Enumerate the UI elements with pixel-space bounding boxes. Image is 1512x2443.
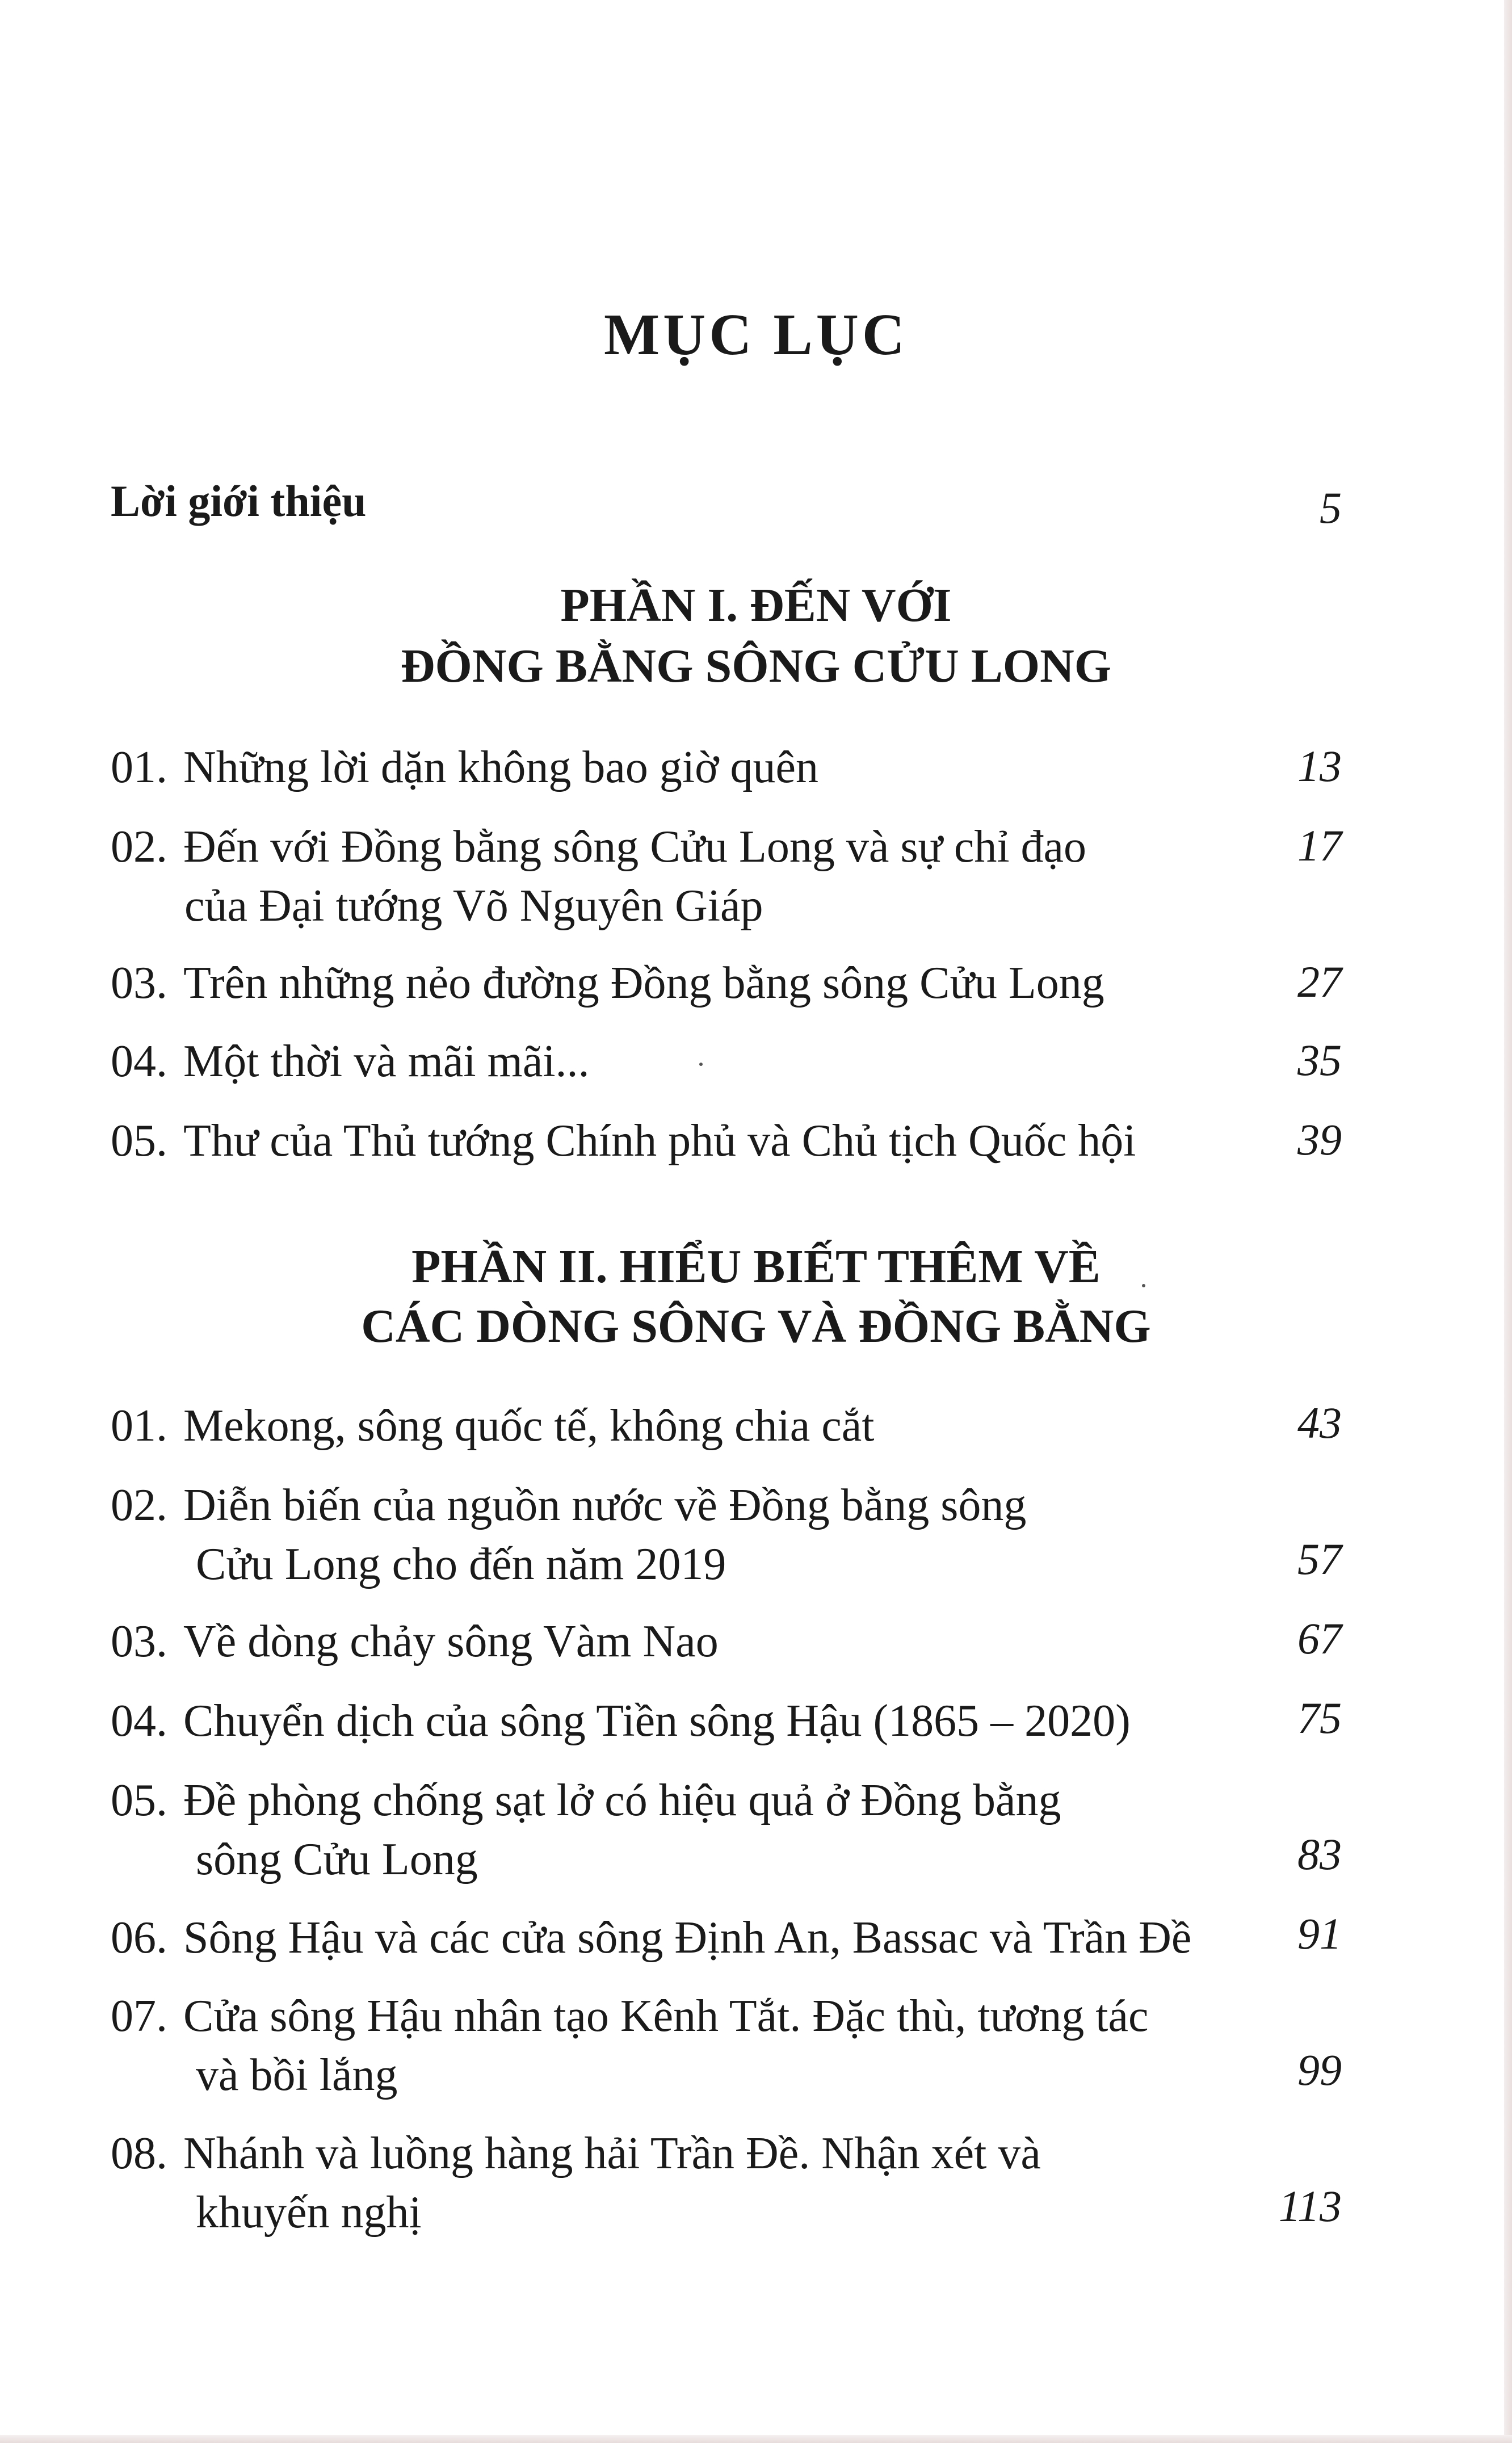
intro-page-number: 5 [1320, 483, 1342, 532]
part1-heading-line2: ĐỒNG BẰNG SÔNG CỬU LONG [400, 640, 1112, 692]
toc-entry [111, 738, 818, 797]
toc-entry [111, 1476, 1026, 1594]
toc-entry-title: Thư của Thủ tướng Chính phủ và Chủ tịch Quốc hội [183, 1116, 1136, 1166]
toc-entry-page: 27 [1297, 957, 1342, 1006]
toc-entry-title: Trên những nẻo đường Đồng bằng sông Cửu Long [183, 958, 1104, 1008]
toc-entry-page: 113 [1278, 2181, 1342, 2231]
toc-entry-page: 67 [1297, 1614, 1342, 1663]
toc-entry-title: Sông Hậu và các cửa sông Định An, Bassac và Trần Đề [183, 1913, 1192, 1963]
toc-entry-title: Diễn biến của nguồn nước về Đồng bằng sông [183, 1480, 1027, 1530]
toc-entry-title-continued: khuyến nghị [196, 2188, 422, 2238]
toc-entry [111, 1987, 1148, 2105]
toc-entry-title-continued: Cửu Long cho đến năm 2019 [196, 1539, 726, 1589]
toc-entry [111, 1691, 1131, 1751]
toc-entry [111, 1396, 875, 1455]
scan-speck [1142, 1284, 1145, 1287]
toc-entry-number: 04. [111, 1696, 167, 1746]
intro-label: Lời giới thiệu [111, 476, 367, 526]
toc-entry-number: 08. [111, 2129, 167, 2178]
page-title: MỤC LỤC [604, 302, 908, 367]
toc-entry [111, 1111, 1136, 1170]
toc-entry-page: 83 [1297, 1829, 1342, 1879]
toc-entry [111, 1771, 1061, 1889]
toc-entry-title: Đề phòng chống sạt lở có hiệu quả ở Đồng bằng [183, 1775, 1061, 1825]
toc-entry-number: 01. [111, 742, 167, 792]
toc-entry-page: 13 [1297, 741, 1342, 791]
toc-entry [111, 817, 1086, 935]
toc-entry-page: 35 [1297, 1035, 1342, 1085]
toc-entry-page: 91 [1297, 1909, 1342, 1958]
toc-entry-number: 01. [111, 1401, 167, 1451]
toc-entry-title: Mekong, sông quốc tế, không chia cắt [183, 1401, 875, 1451]
toc-entry [111, 1908, 1191, 1967]
part2-heading-line1: PHẦN II. HIỂU BIẾT THÊM VỀ [411, 1240, 1101, 1293]
toc-entry-page: 43 [1297, 1398, 1342, 1447]
toc-entry-number: 05. [111, 1775, 167, 1825]
toc-entry [111, 954, 1104, 1013]
toc-entry-number: 03. [111, 958, 167, 1008]
page-edge-bottom [0, 2435, 1512, 2443]
toc-entry-title: Cửa sông Hậu nhân tạo Kênh Tắt. Đặc thù, tương tác [183, 1991, 1149, 2041]
toc-entry-title: Về dòng chảy sông Vàm Nao [183, 1617, 719, 1667]
toc-entry-page: 39 [1297, 1115, 1342, 1164]
toc-entry-title-continued: sông Cửu Long [196, 1835, 478, 1884]
toc-entry-number: 02. [111, 822, 167, 872]
toc-entry-number: 03. [111, 1617, 167, 1667]
toc-entry-page: 75 [1297, 1693, 1342, 1743]
toc-entry-page: 57 [1297, 1534, 1342, 1584]
toc-entry-title: Chuyển dịch của sông Tiền sông Hậu (1865 – 2020) [183, 1696, 1131, 1746]
toc-entry-number: 04. [111, 1036, 167, 1086]
toc-entry [111, 1032, 590, 1091]
toc-entry-title-continued: và bồi lắng [196, 2050, 398, 2100]
toc-entry-number: 05. [111, 1116, 167, 1166]
toc-entry-title: Nhánh và luồng hàng hải Trần Đề. Nhận xét và [183, 2129, 1041, 2178]
scan-speck [699, 1063, 703, 1066]
toc-entry-title: Một thời và mãi mãi... [183, 1036, 590, 1086]
toc-entry-page: 17 [1297, 821, 1342, 870]
toc-entry [111, 1612, 719, 1671]
toc-entry-number: 07. [111, 1991, 167, 2041]
toc-entry-title: Những lời dặn không bao giờ quên [183, 742, 818, 792]
toc-entry-title: Đến với Đồng bằng sông Cửu Long và sự chỉ đạo [183, 822, 1087, 872]
part2-heading-line2: CÁC DÒNG SÔNG VÀ ĐỒNG BẰNG [361, 1300, 1151, 1353]
toc-entry-page: 99 [1297, 2045, 1342, 2094]
toc-entry-number: 02. [111, 1480, 167, 1530]
toc-entry-title-continued: của Đại tướng Võ Nguyên Giáp [184, 881, 763, 931]
part1-heading-line1: PHẦN I. ĐẾN VỚI [560, 579, 952, 632]
toc-entry-number: 06. [111, 1913, 167, 1963]
toc-entry [111, 2124, 1041, 2242]
